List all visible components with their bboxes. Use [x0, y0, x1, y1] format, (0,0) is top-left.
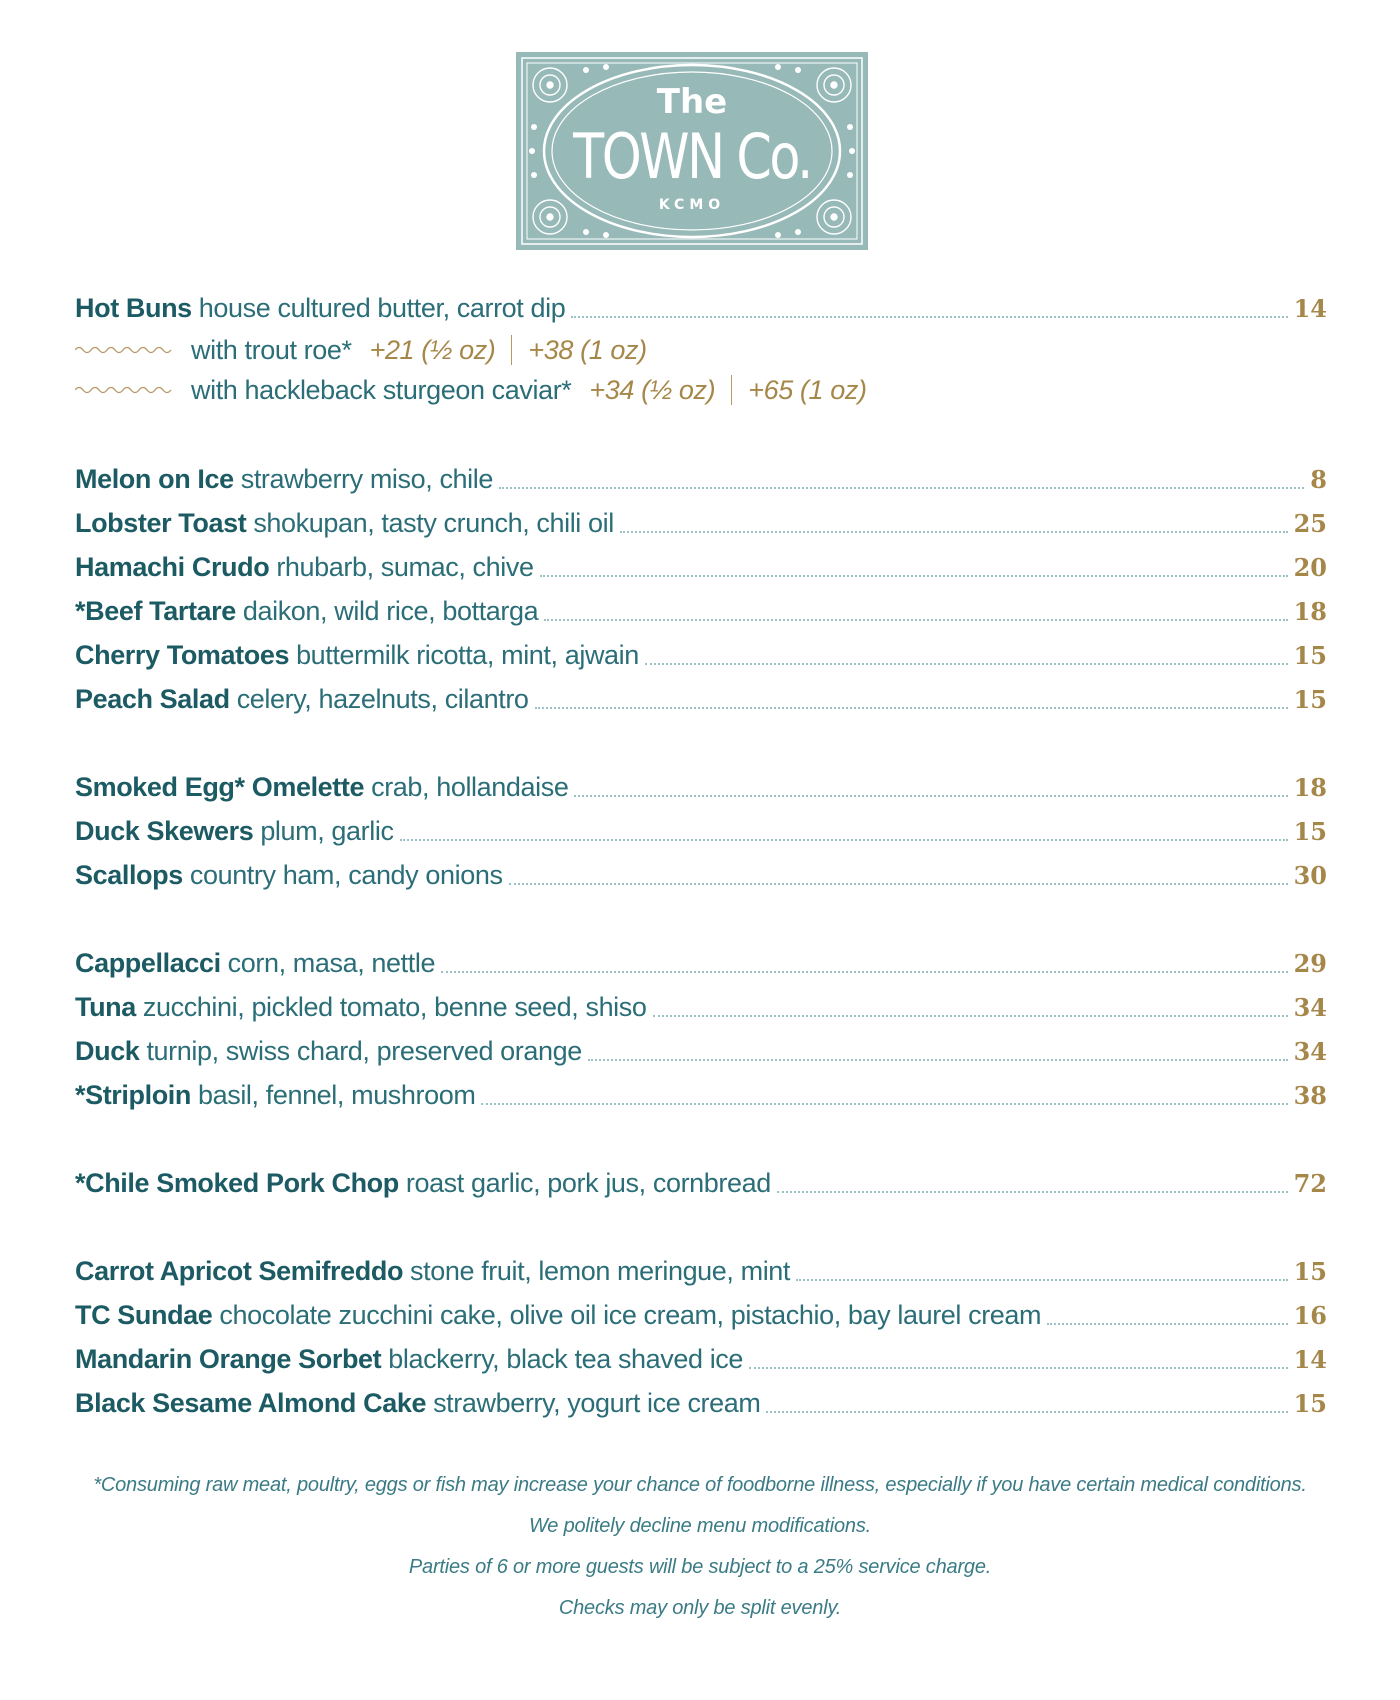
menu-item-description: strawberry, yogurt ice cream: [433, 1388, 761, 1418]
menu-item-price: 15: [1293, 817, 1327, 846]
menu-item-price: 15: [1293, 641, 1327, 670]
menu-item-description: basil, fennel, mushroom: [198, 1080, 476, 1110]
menu-item-price: 34: [1293, 1037, 1327, 1066]
menu-item-price: 34: [1293, 993, 1327, 1022]
menu-item-name: Peach Salad: [75, 684, 230, 714]
menu-item-name: Scallops: [75, 860, 183, 890]
dotted-leader: [620, 531, 1288, 533]
menu-item-price: 25: [1293, 509, 1327, 538]
menu-item-chile-smoked-pork-chop: [75, 1165, 1327, 1201]
addon-trout-roe: [75, 332, 647, 368]
menu-item-scallops: [75, 857, 1327, 893]
menu-item-black-sesame-almond-cake: [75, 1385, 1327, 1421]
menu-item-carrot-apricot-semifreddo: [75, 1253, 1327, 1289]
menu-item-name: *Chile Smoked Pork Chop: [75, 1168, 399, 1198]
logo-text-kcmo: KCMO: [658, 197, 726, 213]
logo-text-town: TOWN Co.: [573, 120, 811, 193]
menu-item-name: Cappellacci: [75, 948, 221, 978]
menu-item-price: 72: [1293, 1169, 1327, 1198]
menu-item-name: Melon on Ice: [75, 464, 234, 494]
menu-item-hot-buns: [75, 290, 1327, 326]
dotted-leader: [588, 1059, 1288, 1061]
dotted-leader: [777, 1191, 1288, 1193]
dotted-leader: [540, 575, 1288, 577]
menu-item-melon-on-ice: [75, 461, 1327, 497]
menu-item-beef-tartare: [75, 593, 1327, 629]
menu-item-duck-skewers: [75, 813, 1327, 849]
menu-item-cappellacci: [75, 945, 1327, 981]
squiggle-icon: [75, 344, 173, 356]
menu-item-description: turnip, swiss chard, preserved orange: [146, 1036, 582, 1066]
menu-item-duck: [75, 1033, 1327, 1069]
menu-item-price: 14: [1293, 294, 1327, 323]
menu-item-description: chocolate zucchini cake, olive oil ice cream, pistachio, bay laurel cream: [219, 1300, 1042, 1330]
menu-item-price: 30: [1293, 861, 1327, 890]
menu-item-price: 29: [1293, 949, 1327, 978]
menu-item-description: shokupan, tasty crunch, chili oil: [253, 508, 614, 538]
menu-item-price: 18: [1293, 773, 1327, 802]
dotted-leader: [796, 1279, 1288, 1281]
menu-item-cherry-tomatoes: [75, 637, 1327, 673]
menu-item-striploin: [75, 1077, 1327, 1113]
menu-item-price: 15: [1293, 685, 1327, 714]
menu-item-smoked-egg-omelette: [75, 769, 1327, 805]
menu-item-description: zucchini, pickled tomato, benne seed, shiso: [142, 992, 647, 1022]
menu-item-price: 18: [1293, 597, 1327, 626]
menu-item-price: 38: [1293, 1081, 1327, 1110]
menu-item-name: TC Sundae: [75, 1300, 213, 1330]
menu-item-name: Duck: [75, 1036, 140, 1066]
dotted-leader: [749, 1367, 1288, 1369]
footnote-split-checks: Checks may only be split evenly.: [558, 1597, 842, 1619]
menu-item-tuna: [75, 989, 1327, 1025]
dotted-leader: [571, 316, 1287, 318]
dotted-leader: [653, 1015, 1288, 1017]
menu-item-name: *Striploin: [75, 1080, 191, 1110]
menu-item-peach-salad: [75, 681, 1327, 717]
addon-option-half-oz: +21 (½ oz): [369, 334, 496, 365]
dotted-leader: [509, 883, 1288, 885]
menu-item-description: stone fruit, lemon meringue, mint: [410, 1256, 791, 1286]
menu-item-hamachi-crudo: [75, 549, 1327, 585]
menu-item-name: Hot Buns: [75, 293, 192, 323]
option-divider: [511, 335, 512, 365]
menu-item-mandarin-orange-sorbet: [75, 1341, 1327, 1377]
restaurant-logo: [516, 52, 868, 250]
dotted-leader: [441, 971, 1288, 973]
menu-item-name: Hamachi Crudo: [75, 552, 270, 582]
menu-item-tc-sundae: [75, 1297, 1327, 1333]
menu-item-description: house cultured butter, carrot dip: [198, 293, 566, 323]
menu-item-description: buttermilk ricotta, mint, ajwain: [296, 640, 639, 670]
menu-item-description: roast garlic, pork jus, cornbread: [405, 1168, 771, 1198]
menu-item-description: corn, masa, nettle: [227, 948, 436, 978]
dotted-leader: [499, 487, 1304, 489]
addon-option-half-oz: +34 (½ oz): [589, 374, 716, 405]
menu-item-price: 14: [1293, 1345, 1327, 1374]
logo-text-the: The: [656, 82, 728, 122]
dotted-leader: [400, 839, 1288, 841]
addon-sturgeon-caviar: [75, 372, 867, 408]
dotted-leader: [481, 1103, 1287, 1105]
addon-option-one-oz: +65 (1 oz): [748, 374, 867, 405]
footnote-foodborne-illness: *Consuming raw meat, poultry, eggs or fish may increase your chance of foodborne illness, especially if you have certain medical conditions.: [93, 1474, 1307, 1496]
addon-label: with trout roe*: [191, 334, 352, 365]
menu-item-price: 16: [1293, 1301, 1327, 1330]
menu-item-price: 15: [1293, 1257, 1327, 1286]
dotted-leader: [535, 707, 1288, 709]
menu-item-description: strawberry miso, chile: [240, 464, 493, 494]
menu-item-name: Black Sesame Almond Cake: [75, 1388, 427, 1418]
menu-item-description: crab, hollandaise: [371, 772, 569, 802]
menu-item-price: 15: [1293, 1389, 1327, 1418]
menu-item-description: country ham, candy onions: [189, 860, 503, 890]
menu-item-name: Mandarin Orange Sorbet: [75, 1344, 382, 1374]
addon-label: with hackleback sturgeon caviar*: [191, 374, 572, 405]
menu-item-description: celery, hazelnuts, cilantro: [236, 684, 529, 714]
menu-item-price: 8: [1310, 465, 1327, 494]
menu-item-description: daikon, wild rice, bottarga: [242, 596, 539, 626]
menu-item-name: Lobster Toast: [75, 508, 247, 538]
menu-item-name: Carrot Apricot Semifreddo: [75, 1256, 404, 1286]
footnote-modifications: We politely decline menu modifications.: [528, 1515, 871, 1537]
menu-item-lobster-toast: [75, 505, 1327, 541]
dotted-leader: [1047, 1323, 1287, 1325]
addon-option-one-oz: +38 (1 oz): [528, 334, 647, 365]
menu-item-description: rhubarb, sumac, chive: [276, 552, 534, 582]
menu-item-price: 20: [1293, 553, 1327, 582]
menu-item-name: Duck Skewers: [75, 816, 254, 846]
dotted-leader: [574, 795, 1287, 797]
option-divider: [731, 375, 732, 405]
squiggle-icon: [75, 384, 173, 396]
menu-item-description: blackerry, black tea shaved ice: [388, 1344, 744, 1374]
menu-footnotes: [0, 1465, 1400, 1629]
footnote-service-charge: Parties of 6 or more guests will be subject to a 25% service charge.: [408, 1556, 992, 1578]
dotted-leader: [544, 619, 1287, 621]
dotted-leader: [645, 663, 1288, 665]
menu-item-name: *Beef Tartare: [75, 596, 236, 626]
menu-item-name: Cherry Tomatoes: [75, 640, 290, 670]
menu-item-name: Tuna: [75, 992, 136, 1022]
menu-item-name: Smoked Egg* Omelette: [75, 772, 365, 802]
menu-item-description: plum, garlic: [260, 816, 394, 846]
dotted-leader: [766, 1411, 1287, 1413]
